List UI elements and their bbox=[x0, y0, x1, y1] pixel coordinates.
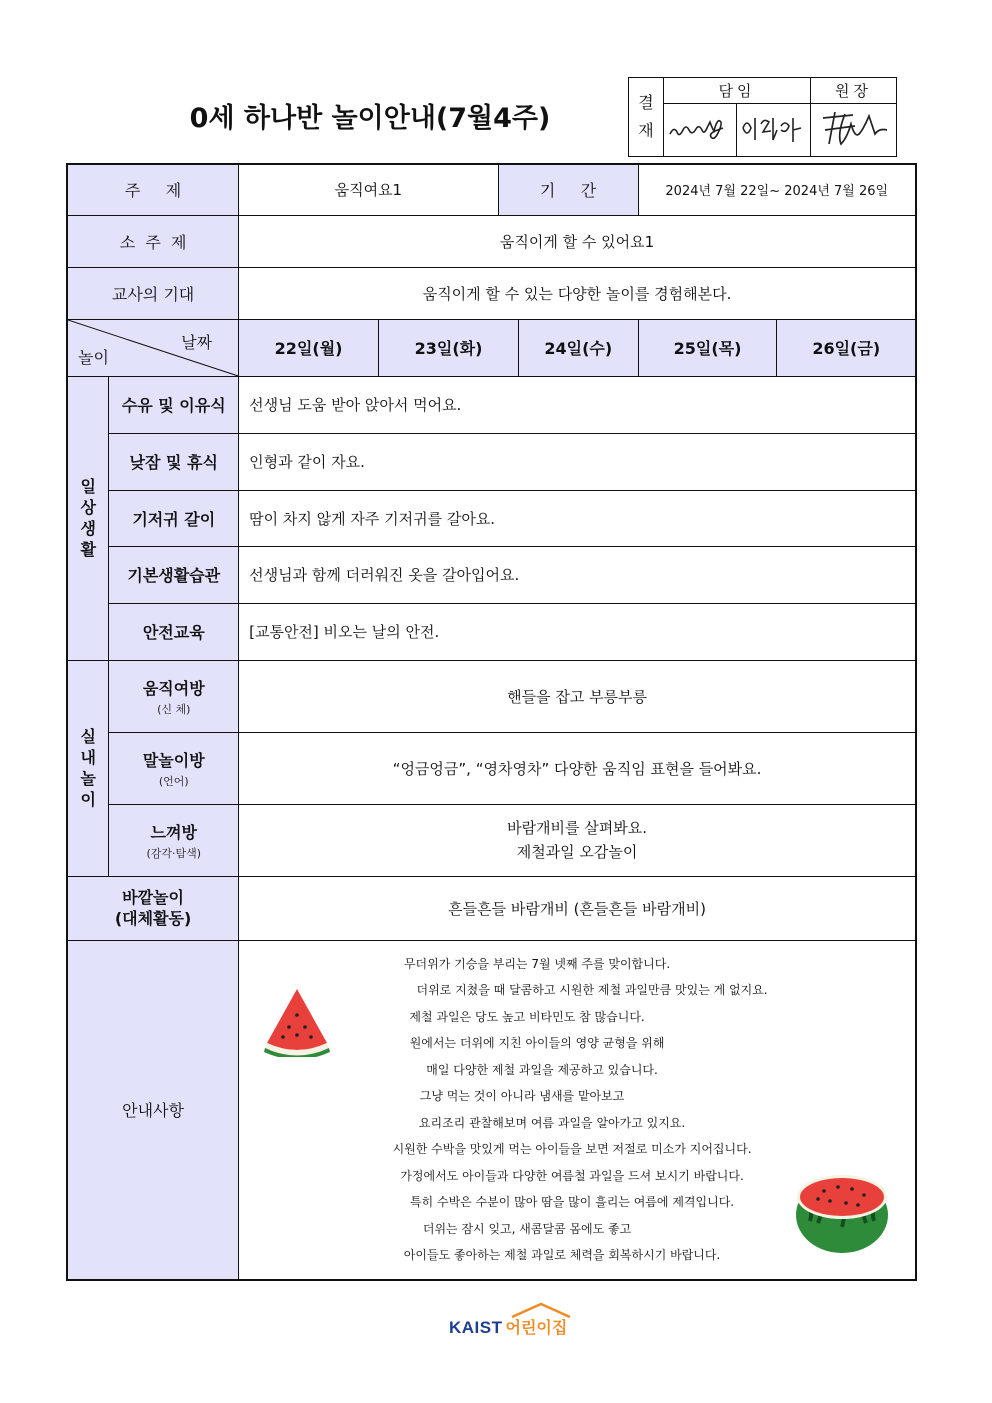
safety-value: [교통안전] 비오는 날의 안전. bbox=[239, 603, 916, 660]
safety-label: 안전교육 bbox=[109, 603, 239, 660]
subtheme-value: 움직이게 할 수 있어요1 bbox=[239, 215, 916, 267]
day-header-fri: 26일(금) bbox=[777, 319, 916, 376]
language-room-title: 말놀이방 bbox=[142, 750, 205, 770]
language-room-label bbox=[109, 732, 239, 804]
expectation-label: 교사의 기대 bbox=[67, 267, 239, 319]
daily-life-char: 일 bbox=[80, 477, 96, 496]
indoor-play-char: 이 bbox=[80, 790, 96, 809]
movement-room-sub: (신 체) bbox=[157, 702, 191, 716]
period-value: 2024년 7월 22일~ 2024년 7월 26일 bbox=[638, 164, 916, 215]
outdoor-label-line-2: (대체활동) bbox=[114, 909, 192, 928]
day-header-thu: 25일(목) bbox=[638, 319, 777, 376]
indoor-row bbox=[67, 804, 916, 876]
daily-life-char: 상 bbox=[80, 498, 96, 517]
day-header-wed: 24일(수) bbox=[519, 319, 639, 376]
nap-value: 인형과 같이 자요. bbox=[239, 433, 916, 490]
director-signature bbox=[811, 104, 896, 156]
logo-kaist-text: KAIST bbox=[449, 1318, 503, 1337]
notice-line: 더위는 잠시 잊고, 새콤달콤 몸에도 좋고 bbox=[422, 1221, 632, 1236]
approval-teacher-header: 담임 bbox=[664, 78, 811, 104]
habits-value: 선생님과 함께 더러워진 옷을 갈아입어요. bbox=[239, 546, 916, 603]
period-label: 기 간 bbox=[498, 164, 638, 215]
daily-row bbox=[67, 376, 916, 433]
expectation-row bbox=[67, 267, 916, 319]
outdoor-value: 흔들흔들 바람개비 (흔들흔들 바람개비) bbox=[239, 876, 916, 940]
indoor-play-char: 내 bbox=[80, 748, 96, 767]
notice-line: 특히 수박은 수분이 많아 땀을 많이 흘리는 여름에 제격입니다. bbox=[409, 1195, 735, 1209]
teacher-signature-1 bbox=[664, 104, 737, 156]
movement-room-value: 핸들을 잡고 부릉부릉 bbox=[239, 660, 916, 732]
outdoor-label bbox=[67, 876, 239, 940]
approval-label-bottom: 재 bbox=[638, 121, 654, 140]
corner-date-label: 날짜 bbox=[181, 332, 213, 352]
outdoor-label-line-1: 바깥놀이 bbox=[122, 888, 184, 907]
theme-label: 주 제 bbox=[67, 164, 239, 215]
sensory-room-sub: (감각·탐색) bbox=[146, 846, 202, 860]
daily-life-char: 활 bbox=[80, 540, 96, 559]
notice-line: 무더위가 기승을 부리는 7월 넷째 주를 맞이합니다. bbox=[403, 956, 671, 971]
nap-label: 낮잠 및 휴식 bbox=[109, 433, 239, 490]
date-play-corner bbox=[67, 319, 239, 376]
movement-room-label bbox=[109, 660, 239, 732]
notice-line: 요리조리 관찰해보며 여름 과일을 알아가고 있지요. bbox=[418, 1115, 686, 1130]
notice-row bbox=[67, 940, 916, 1280]
outdoor-row bbox=[67, 876, 916, 940]
daily-row bbox=[67, 546, 916, 603]
page-title: 0세 하나반 놀이안내(7월4주) bbox=[189, 103, 551, 134]
indoor-row bbox=[67, 660, 916, 732]
signature-director-image bbox=[811, 104, 895, 154]
theme-value: 움직여요1 bbox=[239, 164, 498, 215]
signature-name-image bbox=[737, 104, 809, 154]
logo-house-text bbox=[506, 1315, 568, 1338]
sensory-room-label bbox=[109, 804, 239, 876]
sensory-room-value bbox=[239, 804, 916, 876]
approval-director-header: 원장 bbox=[811, 78, 896, 104]
movement-room-title: 움직여방 bbox=[142, 678, 205, 698]
theme-row bbox=[67, 164, 916, 215]
notice-line: 원에서는 더위에 지친 아이들의 영양 균형을 위해 bbox=[409, 1036, 665, 1050]
indoor-play-group-label bbox=[67, 660, 109, 876]
notice-line: 가정에서도 아이들과 다양한 여름철 과일을 드셔 보시기 바랍니다. bbox=[400, 1168, 744, 1183]
notice-line: 더위로 지쳤을 때 달콤하고 시원한 제철 과일만큼 맛있는 게 없지요. bbox=[416, 983, 768, 997]
indoor-play-char: 놀 bbox=[80, 769, 96, 788]
subtheme-row bbox=[67, 215, 916, 267]
diaper-value: 땀이 차지 않게 자주 기저귀를 갈아요. bbox=[239, 490, 916, 546]
day-header-tue: 23일(화) bbox=[379, 319, 519, 376]
logo-daycare-text: 어린이집 bbox=[505, 1318, 568, 1337]
indoor-play-char: 실 bbox=[80, 727, 96, 746]
notice-line: 제철 과일은 당도 높고 비타민도 참 많습니다. bbox=[409, 1009, 645, 1024]
notice-label: 안내사항 bbox=[67, 940, 239, 1280]
feeding-value: 선생님 도움 받아 앉아서 먹어요. bbox=[239, 376, 916, 433]
daily-life-group-label bbox=[67, 376, 109, 660]
language-room-value: “엉금엉금”, “영차영차” 다양한 움직임 표현을 들어봐요. bbox=[239, 732, 916, 804]
feeding-label: 수유 및 이유식 bbox=[109, 376, 239, 433]
teacher-signature-2 bbox=[737, 104, 811, 156]
day-header-mon: 22일(월) bbox=[239, 319, 379, 376]
approval-label-top: 결 bbox=[638, 93, 654, 112]
sensory-line-2: 제철과일 오감놀이 bbox=[516, 843, 638, 861]
days-row bbox=[67, 319, 916, 376]
corner-play-label: 놀이 bbox=[78, 347, 109, 367]
daily-row bbox=[67, 433, 916, 490]
approval-box bbox=[628, 77, 897, 157]
habits-label: 기본생활습관 bbox=[109, 546, 239, 603]
notice-line: 시원한 수박을 맛있게 먹는 아이들을 보면 저절로 미소가 지어집니다. bbox=[392, 1142, 752, 1156]
daily-row bbox=[67, 603, 916, 660]
sensory-room-title: 느껴방 bbox=[150, 822, 197, 842]
house-roof-icon bbox=[506, 1301, 576, 1333]
kaist-daycare-logo bbox=[449, 1302, 579, 1338]
diaper-label: 기저귀 갈이 bbox=[109, 490, 239, 546]
expectation-value: 움직이게 할 수 있는 다양한 놀이를 경험해본다. bbox=[239, 267, 916, 319]
watermelon-slice-icon bbox=[261, 985, 333, 1057]
notice-line: 매일 다양한 제철 과일을 제공하고 있습니다. bbox=[426, 1062, 658, 1077]
sensory-line-1: 바람개비를 살펴봐요. bbox=[507, 819, 648, 837]
watermelon-half-icon bbox=[794, 1159, 890, 1255]
language-room-sub: (언어) bbox=[158, 774, 189, 788]
subtheme-label: 소 주 제 bbox=[67, 215, 239, 267]
signature-young-image bbox=[664, 104, 736, 154]
indoor-row bbox=[67, 732, 916, 804]
approval-label bbox=[629, 78, 664, 156]
notice-content bbox=[239, 940, 916, 1280]
weekly-plan-table bbox=[66, 163, 917, 1281]
daily-life-char: 생 bbox=[80, 519, 96, 538]
notice-line: 아이들도 좋아하는 제철 과일로 체력을 회복하시기 바랍니다. bbox=[403, 1248, 721, 1262]
daily-row bbox=[67, 490, 916, 546]
notice-line: 그냥 먹는 것이 아니라 냄새를 맡아보고 bbox=[419, 1089, 625, 1103]
